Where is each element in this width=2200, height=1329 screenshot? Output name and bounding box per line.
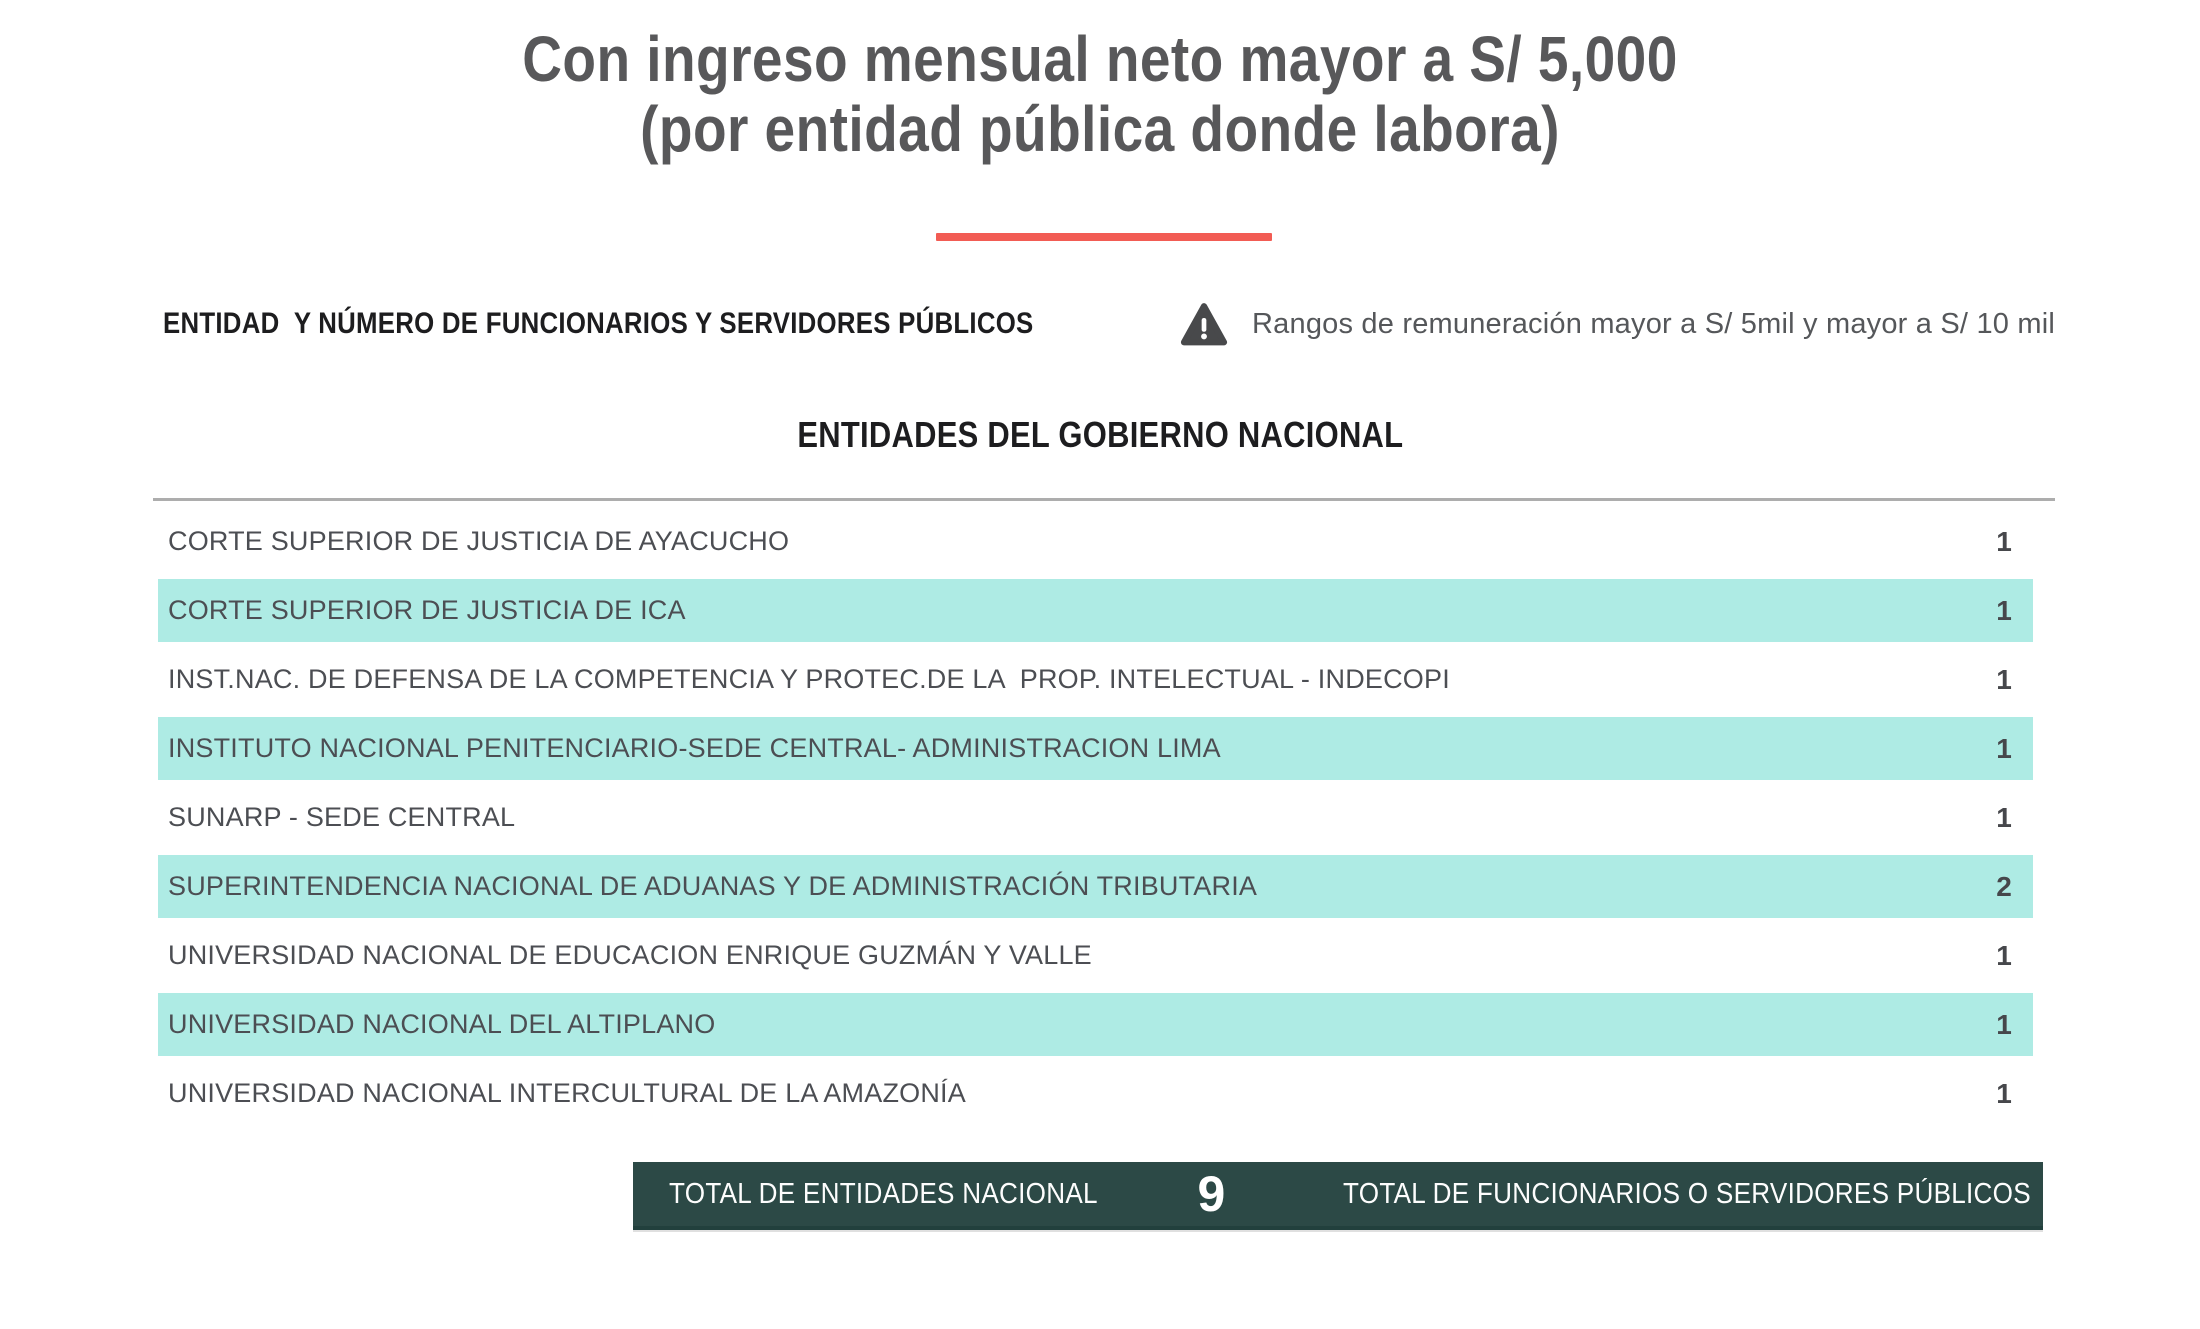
entity-count: 1 — [1996, 525, 2012, 557]
entity-name: SUNARP - SEDE CENTRAL — [168, 802, 516, 832]
total-entities-label: TOTAL DE ENTIDADES NACIONAL — [669, 1177, 1098, 1210]
section-title-wrap — [0, 414, 2200, 456]
entity-name: SUPERINTENDENCIA NACIONAL DE ADUANAS Y DE ADMINISTRACIÓN TRIBUTARIA — [168, 871, 1258, 901]
page-title — [0, 24, 2200, 164]
entity-name: UNIVERSIDAD NACIONAL INTERCULTURAL DE LA AMAZONÍA — [168, 1078, 966, 1108]
table-row — [158, 990, 2033, 1059]
entity-count: 1 — [1996, 663, 2012, 695]
table-row — [158, 645, 2033, 714]
remuneration-note-text: Rangos de remuneración mayor a S/ 5mil y mayor a S/ 10 mil — [1252, 307, 2055, 340]
table-row — [158, 852, 2033, 921]
entity-count: 1 — [1996, 801, 2012, 833]
entity-count: 1 — [1996, 939, 2012, 971]
entity-name: UNIVERSIDAD NACIONAL DE EDUCACION ENRIQUE GUZMÁN Y VALLE — [168, 940, 1092, 970]
entity-name: CORTE SUPERIOR DE JUSTICIA DE AYACUCHO — [168, 526, 790, 556]
entity-name: INSTITUTO NACIONAL PENITENCIARIO-SEDE CENTRAL- ADMINISTRACION LIMA — [168, 733, 1221, 763]
table-row — [158, 1059, 2033, 1128]
totals-bar — [633, 1162, 2164, 1230]
page-title-line2: (por entidad pública donde labora) — [640, 93, 1560, 165]
remuneration-note — [1180, 302, 2055, 347]
entity-name: CORTE SUPERIOR DE JUSTICIA DE ICA — [168, 595, 686, 625]
table-row — [158, 783, 2033, 852]
entity-count: 1 — [1996, 732, 2012, 764]
entity-count: 2 — [1996, 870, 2012, 902]
total-entities-value: 9 — [1197, 1166, 1226, 1222]
table-row — [158, 507, 2033, 576]
entity-name: INST.NAC. DE DEFENSA DE LA COMPETENCIA Y PROTEC.DE LA PROP. INTELECTUAL - INDECOPI — [168, 664, 1450, 694]
table-row — [158, 714, 2033, 783]
entity-count: 1 — [1996, 1008, 2012, 1040]
table-row — [158, 921, 2033, 990]
page-title-line1: Con ingreso mensual neto mayor a S/ 5,000 — [522, 23, 1678, 95]
red-divider — [936, 233, 1272, 241]
entity-count-heading: ENTIDAD Y NÚMERO DE FUNCIONARIOS Y SERVIDORES PÚBLICOS — [163, 307, 1034, 340]
table-row — [158, 576, 2033, 645]
subheader-row — [163, 294, 2055, 354]
total-servants-value: 10 — [2107, 1166, 2164, 1222]
entity-count: 1 — [1996, 1077, 2012, 1109]
warning-triangle-icon — [1180, 302, 1228, 347]
total-servants-label: TOTAL DE FUNCIONARIOS O SERVIDORES PÚBLICOS — [1343, 1177, 2032, 1210]
entity-name: UNIVERSIDAD NACIONAL DEL ALTIPLANO — [168, 1009, 716, 1039]
section-title: ENTIDADES DEL GOBIERNO NACIONAL — [796, 414, 1404, 455]
entity-table-body — [153, 507, 2055, 1128]
entity-count: 1 — [1996, 594, 2012, 626]
entity-table — [153, 498, 2055, 1128]
